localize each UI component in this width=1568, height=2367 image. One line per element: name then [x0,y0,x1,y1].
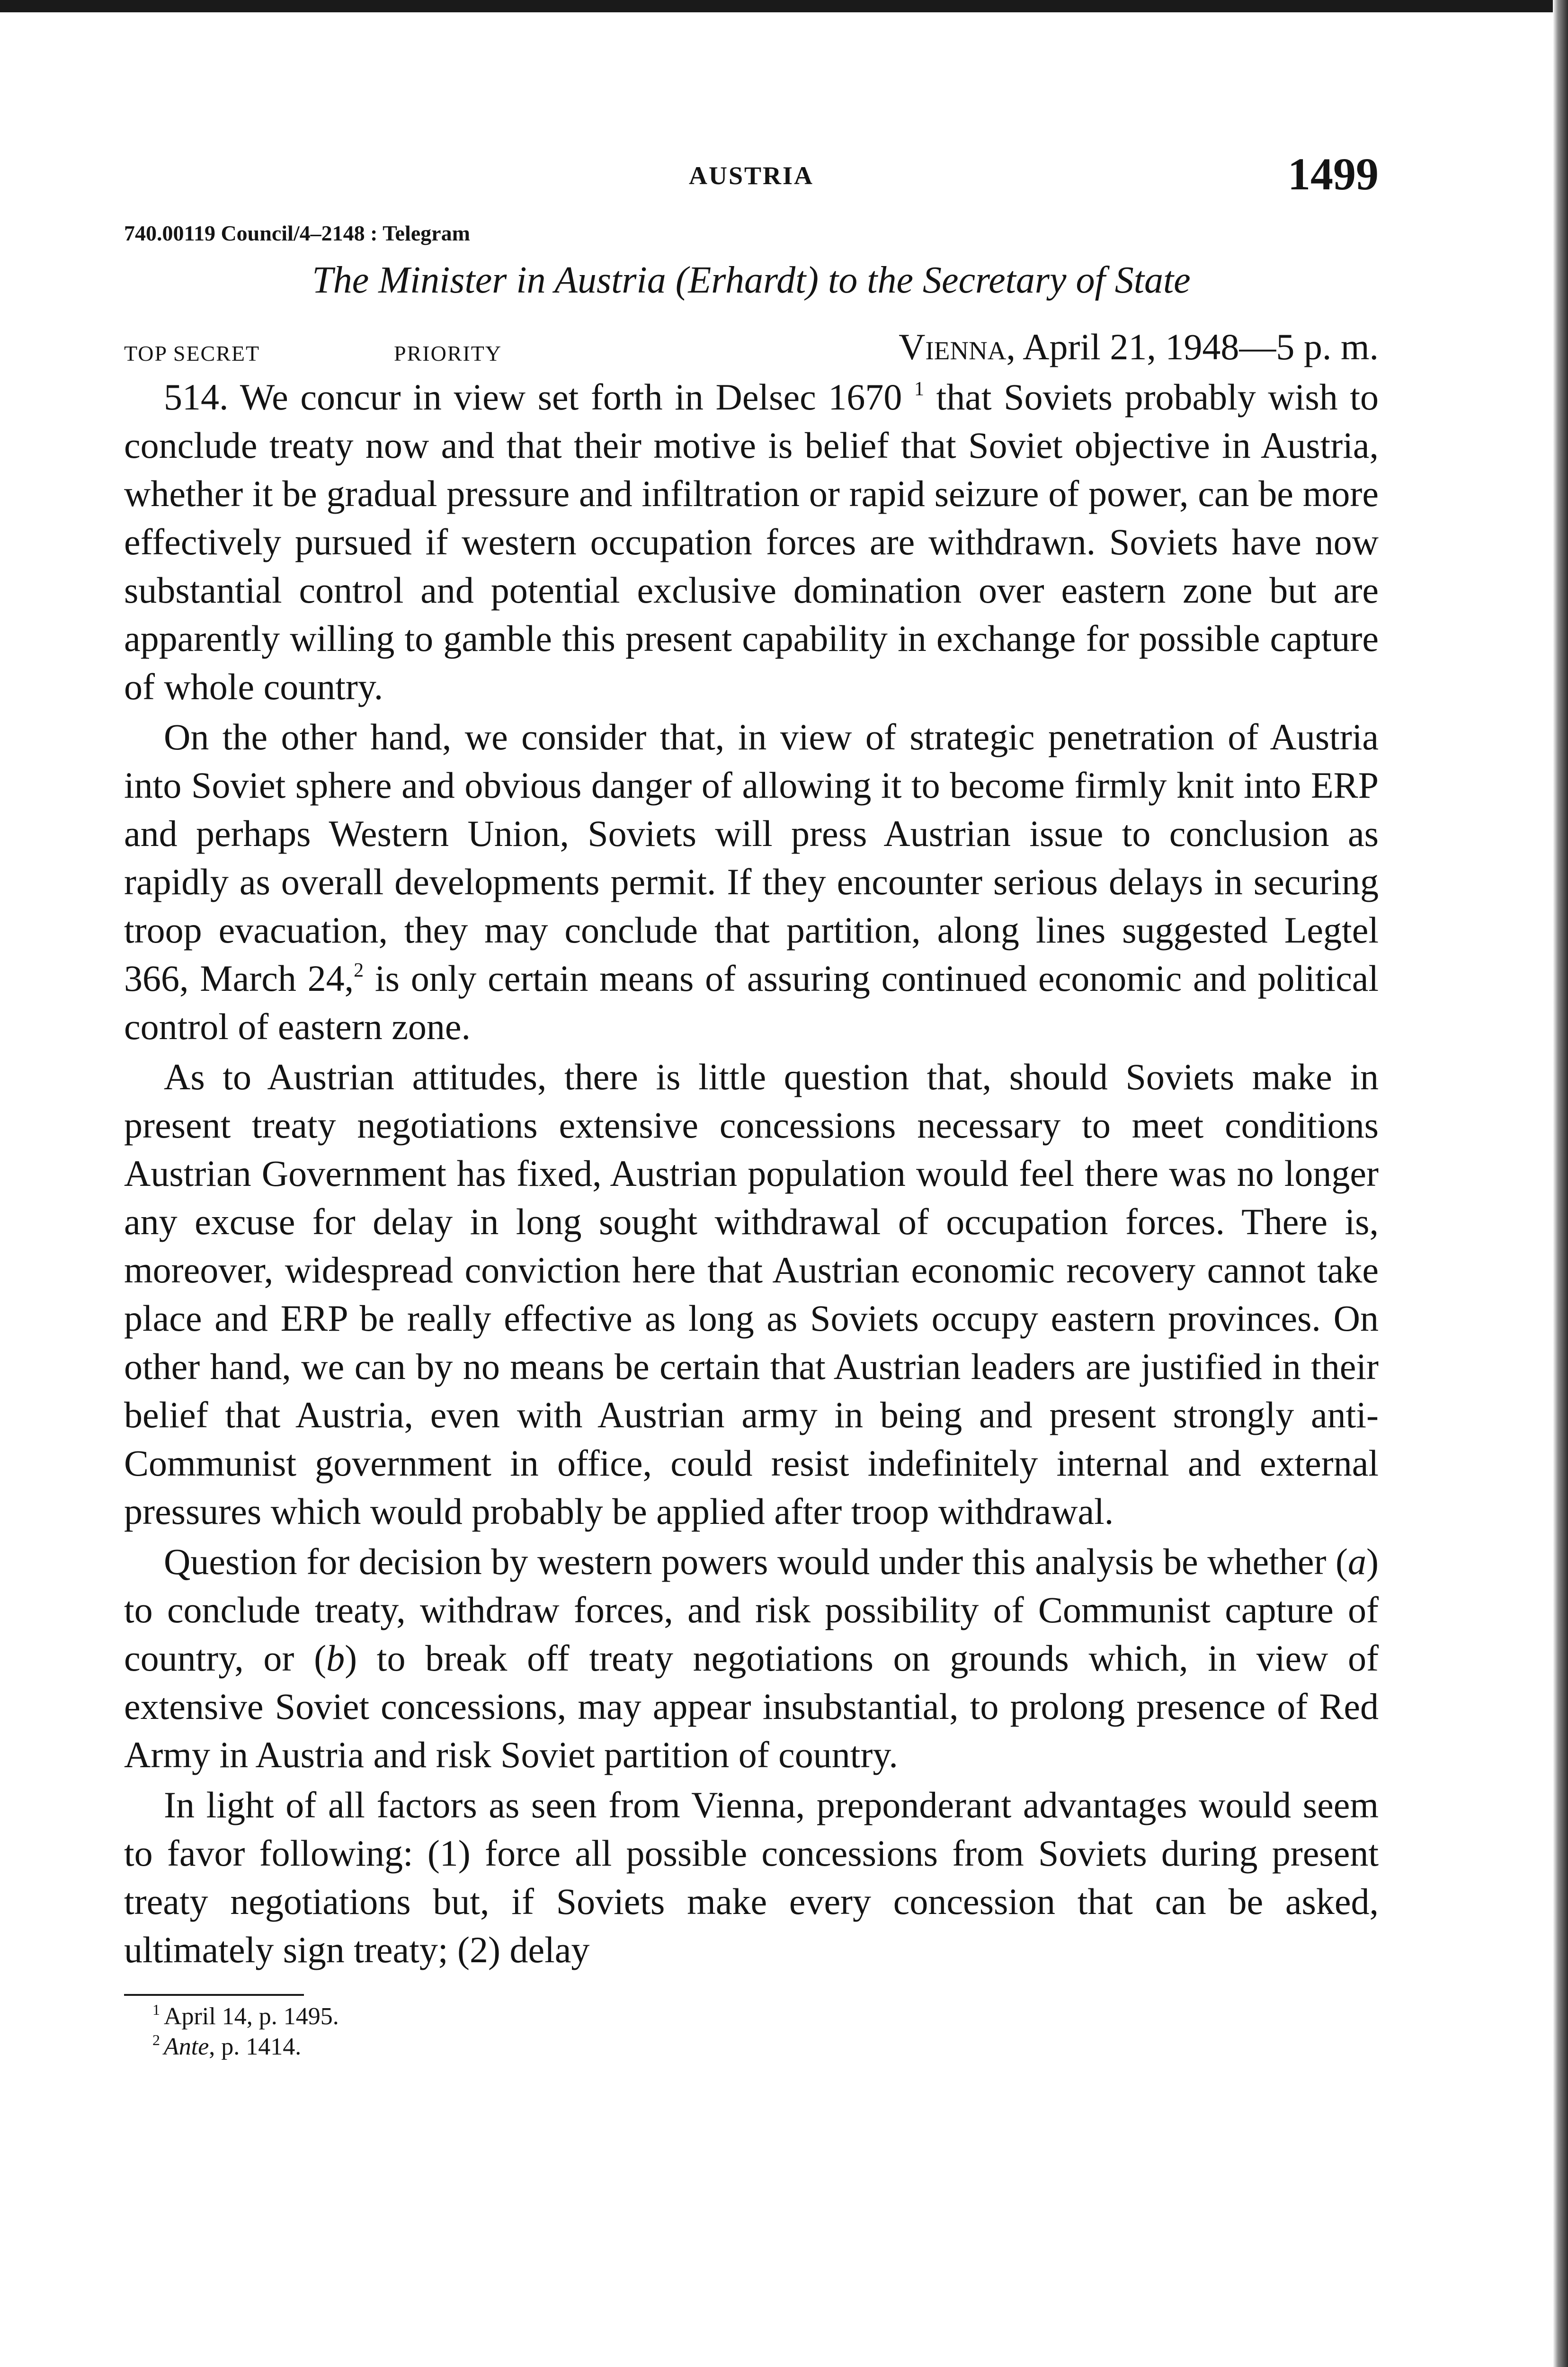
paragraph-2-text-b: is only certain means of assuring continued economic and political control of eastern zone. [124,958,1379,1047]
document-title: The Minister in Austria (Erhardt) to the Secretary of State [312,259,1191,301]
paragraph-1-text-b: that Soviets probably wish to conclude treaty now and that their motive is belief that Soviet objective in Austria, whether it be gradual pressure and infiltration or rapid seizure of power, can be more effectively pursued if western occupation forces are withdrawn. Soviets have now substantial control and potential exclusive domination over eastern zone but are apparently willing to gamble this present capability in exchange for possible capture of whole country. [124,376,1379,707]
footnote-2-text: , p. 1414. [209,2033,302,2060]
top-border [0,0,1568,12]
classification-label: TOP SECRET [124,341,260,365]
dateline [899,326,1379,368]
paragraph-4-text-a: Question for decision by western powers would under this analysis be whether ( [164,1541,1348,1582]
footnote-1 [152,2002,1379,2032]
paragraph-4 [124,1538,1379,1779]
dateline-date: , April 21, 1948—5 p. m. [1006,326,1379,367]
footnote-divider [124,1994,304,1996]
telegram-header [124,326,1379,373]
footnotes [124,2002,1379,2062]
page-number: 1499 [1288,149,1379,199]
paragraph-5: In light of all factors as seen from Vienna, preponderant advantages would seem to favor following: (1) force all possible concessions from Soviets during present treaty negotiations but, if Soviets make every concession that can be asked, ultimately sign treaty; (2) delay [124,1784,1379,1970]
option-b-letter: b [326,1637,345,1679]
footnote-1-text: April 14, p. 1495. [164,2003,339,2030]
footnote-ref-1: 1 [914,378,924,400]
footnote-2-italic: Ante [164,2033,209,2060]
file-reference: 740.00119 Council/4–2148 : Telegram [124,221,470,245]
dateline-place: Vienna [899,326,1007,367]
paragraph-1-text-a: 514. We concur in view set forth in Delsec 1670 [164,376,914,418]
document-page [124,142,1379,2062]
paragraph-4-text-c: ) to break off treaty negotiations on grounds which, in view of extensive Soviet concessions, may appear insubstantial, to prolong presence of Red Army in Austria and risk Soviet partition of country. [124,1637,1379,1775]
paragraph-4-text-b: ) to conclude treaty, withdraw forces, and risk possibility of Communist capture of country, or ( [124,1541,1379,1679]
footnote-2 [152,2032,1379,2062]
paragraph-2 [124,713,1379,1051]
paragraph-1 [124,373,1379,711]
footnote-2-mark: 2 [152,2031,160,2048]
running-head [124,142,1379,208]
option-a-letter: a [1348,1541,1367,1582]
paragraph-3: As to Austrian attitudes, there is little question that, should Soviets make in present treaty negotiations extensive concessions necessary to meet conditions Austrian Government has fixed, Austrian population would feel there was no longer any excuse for delay in long sought withdrawal of occupation forces. There is, moreover, widespread conviction here that Austrian economic recovery cannot take place and ERP be really effective as long as Soviets occupy eastern provinces. On other hand, we can by no means be certain that Austrian leaders are justified in their belief that Austria, even with Austrian army in being and present strongly anti-Communist government in office, could resist indefinitely internal and external pressures which would probably be applied after troop withdrawal. [124,1056,1379,1532]
precedence-label: PRIORITY [394,341,502,365]
footnote-1-mark: 1 [152,2001,160,2018]
paragraph-2-text-a: On the other hand, we consider that, in view of strategic penetration of Austria into Soviet sphere and obvious danger of allowing it to become firmly knit into ERP and perhaps Western Union, Soviets will press Austrian issue to conclusion as rapidly as overall developments permit. If they encounter serious delays in securing troop evacuation, they may conclude that partition, along lines suggested Legtel 366, March 24, [124,716,1379,999]
footnote-ref-2: 2 [354,960,364,981]
page-edge-shadow [1553,0,1568,2367]
running-title: AUSTRIA [688,161,814,190]
